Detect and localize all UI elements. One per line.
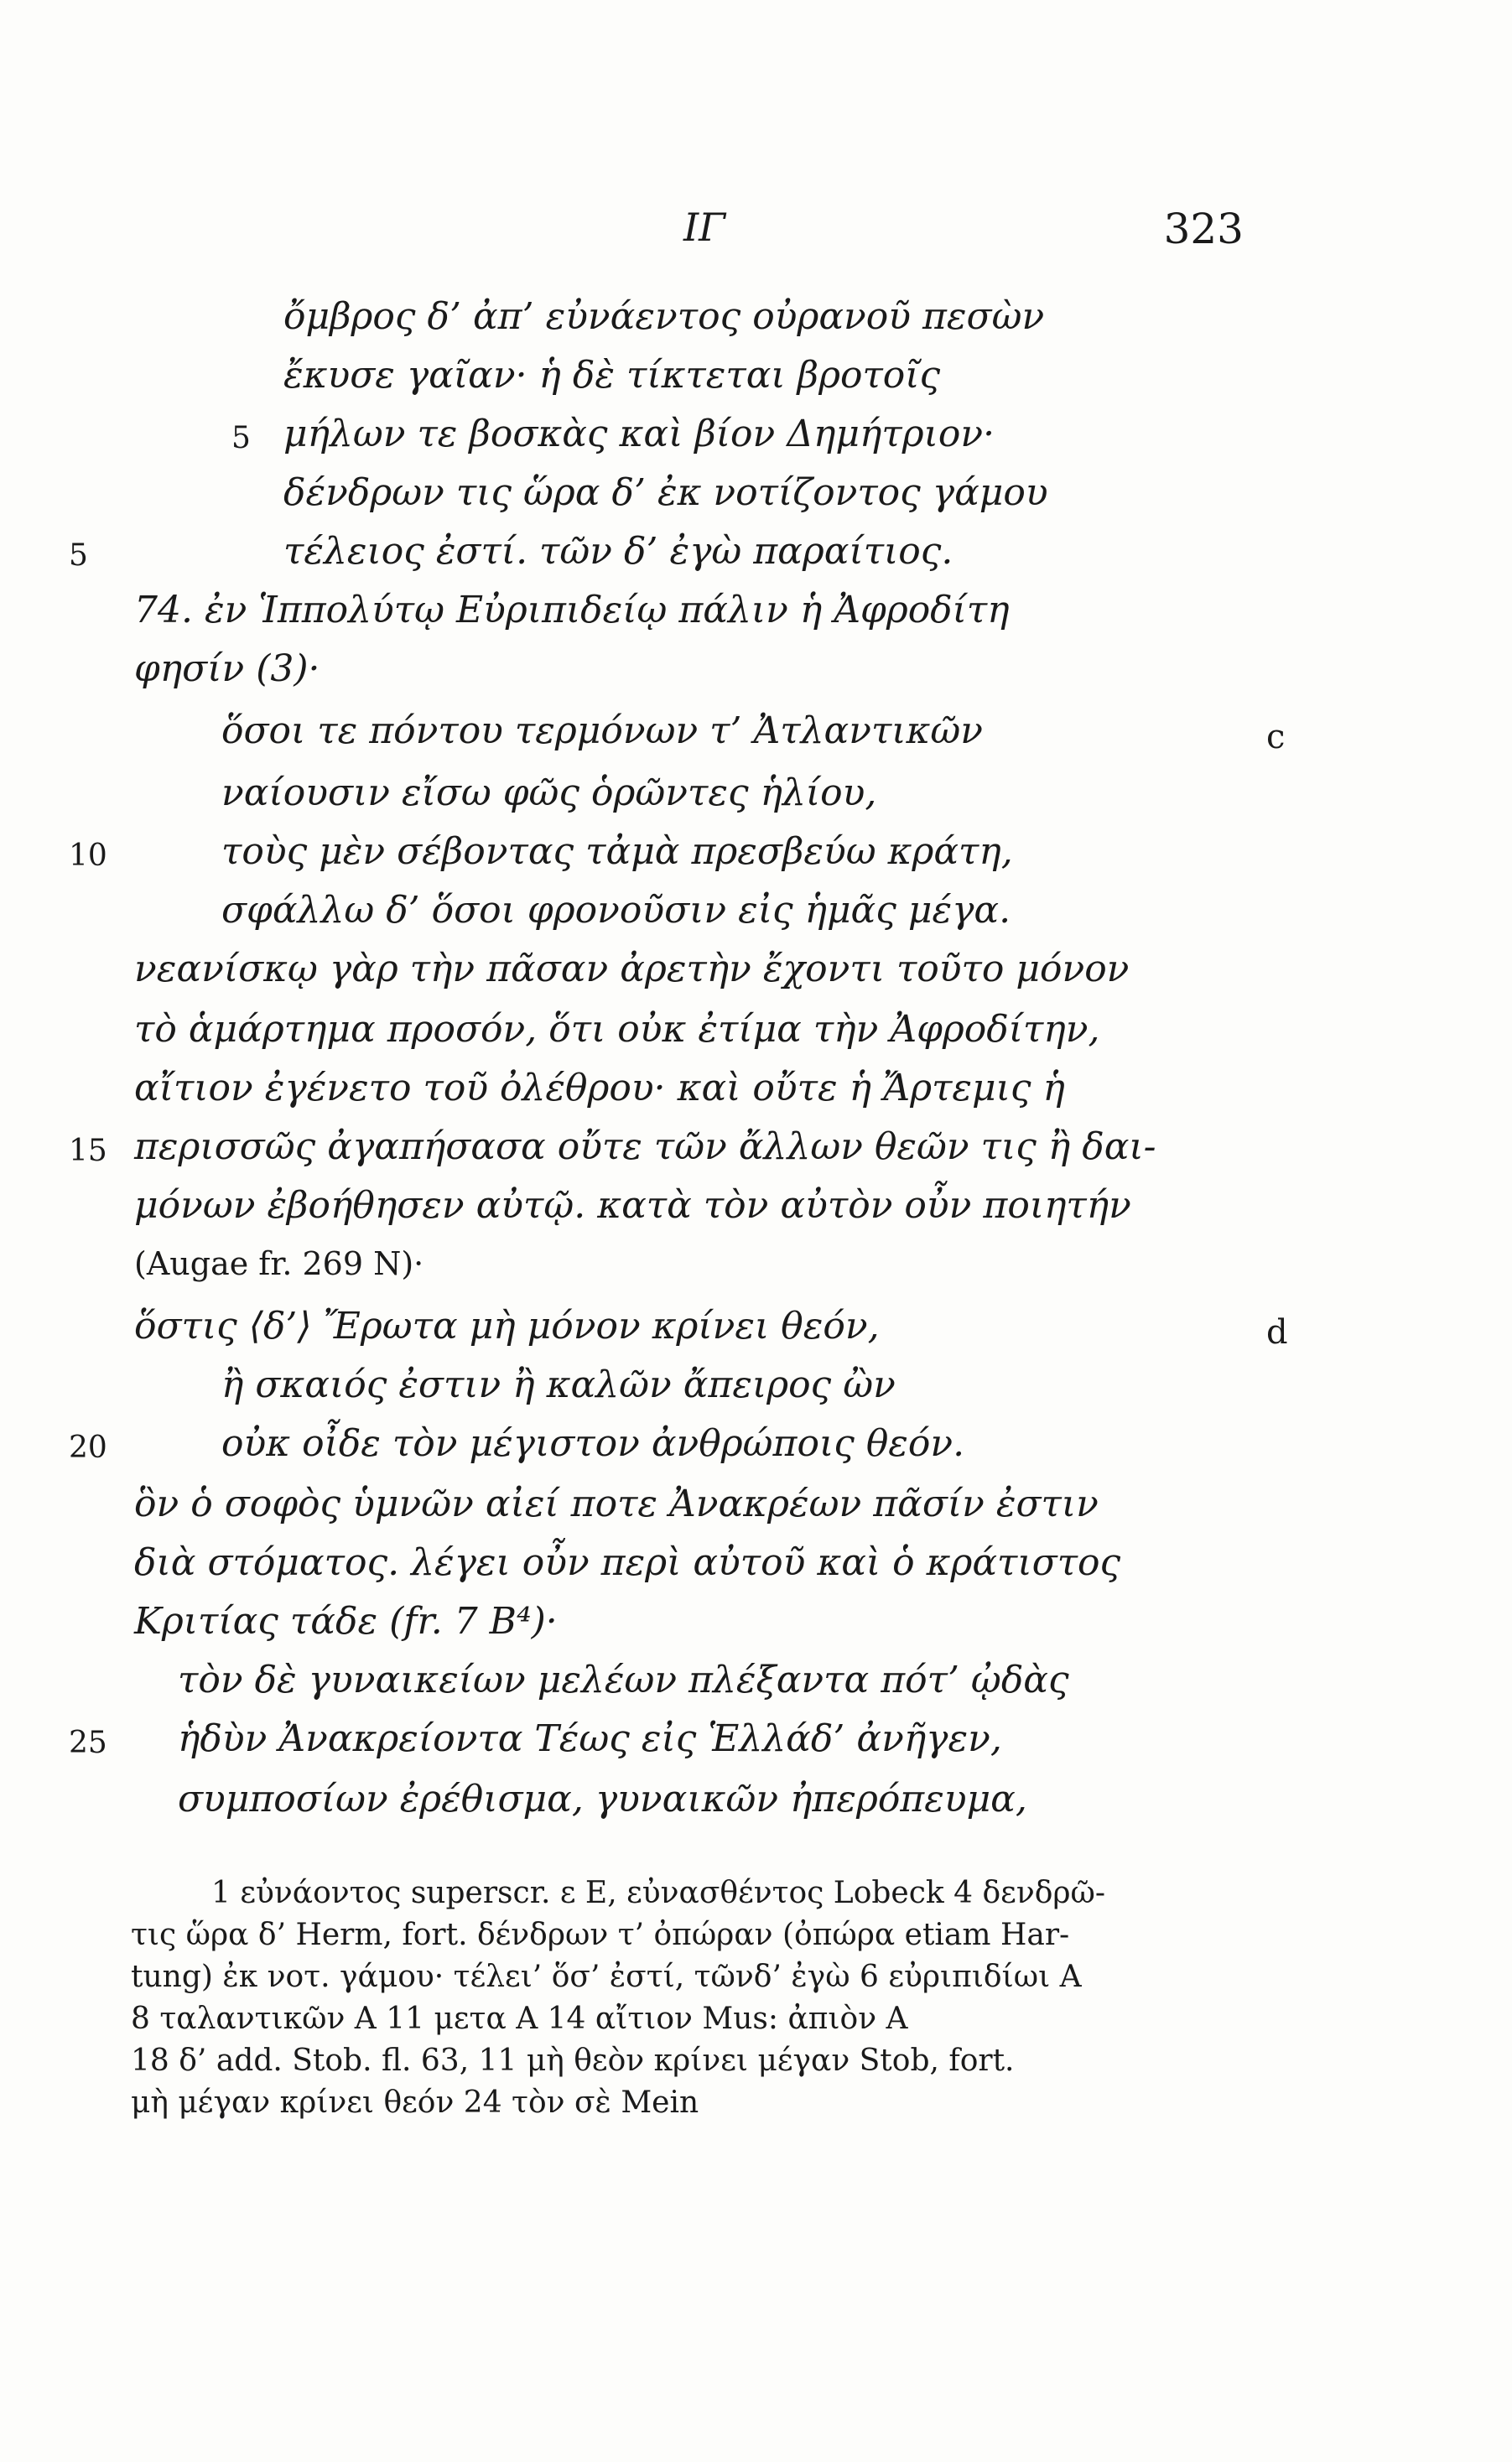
footnote-line: μὴ μέγαν κρίνει θεόν 24 τὸν σὲ Mein [131, 2085, 699, 2120]
text-line: τοὺς μὲν σέβοντας τἀμὰ πρεσβεύω κράτη, [221, 830, 1013, 873]
text-line: συμποσίων ἐρέθισμα, γυναικῶν ἠπερόπευμα, [178, 1778, 1027, 1821]
text-line: ὄμβρος δ’ ἀπ’ εὐνάεντος οὐρανοῦ πεσὼν [283, 295, 1045, 338]
section-heading: ΙΓ [683, 205, 726, 250]
inline-line-number: 5 [231, 421, 251, 455]
text-line: οὐκ οἶδε τὸν μέγιστον ἀνθρώποις θεόν. [221, 1422, 965, 1465]
footnote-line: 18 δ’ add. Stob. fl. 63, 11 μὴ θεὸν κρίνει μέγαν Stob, fort. [131, 2044, 1015, 2078]
page-number: 323 [1163, 205, 1244, 253]
text-line: τὸν δὲ γυναικείων μελέων πλέξαντα πότ’ ᾠδὰς [178, 1659, 1069, 1701]
text-line: περισσῶς ἀγαπήσασα οὔτε τῶν ἄλλων θεῶν τις ἢ δαι- [134, 1125, 1156, 1168]
line-number: 5 [69, 538, 88, 573]
line-number: 20 [69, 1431, 107, 1465]
text-line: (Augae fr. 269 N)· [134, 1245, 424, 1282]
text-line: Κριτίας τάδε (fr. 7 B⁴)· [134, 1600, 558, 1643]
text-line: μήλων τε βοσκὰς καὶ βίον Δημήτριον· [283, 413, 995, 455]
text-line: ναίουσιν εἴσω φῶς ὁρῶντες ἡλίου, [221, 771, 877, 814]
text-line: τὸ ἁμάρτημα προσόν, ὅτι οὐκ ἐτίμα τὴν Ἀφροδίτην, [134, 1008, 1100, 1051]
footnote-line: 1 εὐνάοντος superscr. ε E, εὐνασθέντος Lobeck 4 δενδρῶ- [211, 1876, 1106, 1910]
text-line: ὃν ὁ σοφὸς ὑμνῶν αἰεί ποτε Ἀνακρέων πᾶσίν ἐστιν [134, 1483, 1099, 1525]
text-line: νεανίσκῳ γὰρ τὴν πᾶσαν ἀρετὴν ἔχοντι τοῦτο μόνον [134, 948, 1130, 990]
text-line: ἢ σκαιός ἐστιν ἢ καλῶν ἄπειρος ὢν [221, 1363, 896, 1406]
text-line: μόνων ἐβοήθησεν αὐτῷ. κατὰ τὸν αὐτὸν οὖν ποιητήν [134, 1184, 1131, 1227]
text-line: δένδρων τις ὥρα δ’ ἐκ νοτίζοντος γάμου [283, 471, 1048, 514]
footnote-line: 8 ταλαντικῶν A 11 μετα A 14 αἴτιον Mus: ἀπιὸν A [131, 2002, 908, 2036]
text-line: αἴτιον ἐγένετο τοῦ ὀλέθρου· καὶ οὔτε ἡ Ἄρτεμις ἡ [134, 1067, 1065, 1109]
text-line: 74. ἐν Ἱππολύτῳ Εὐριπιδείῳ πάλιν ἡ Ἀφροδίτη [134, 589, 1010, 631]
line-number: 25 [69, 1726, 107, 1760]
text-line: τέλειος ἐστί. τῶν δ’ ἐγὼ παραίτιος. [283, 530, 953, 573]
text-line: ὅστις ⟨δ’⟩ Ἔρωτα μὴ μόνον κρίνει θεόν, [134, 1305, 880, 1348]
text-line: ὅσοι τε πόντου τερμόνων τ’ Ἀτλαντικῶν [221, 709, 984, 752]
footnote-line: τις ὥρα δ’ Herm, fort. δένδρων τ’ ὀπώραν (ὀπώρα etiam Har- [131, 1918, 1070, 1952]
text-line: σφάλλω δ’ ὅσοι φρονοῦσιν εἰς ἡμᾶς μέγα. [221, 889, 1011, 932]
line-number: 10 [69, 839, 107, 873]
line-number: 15 [69, 1134, 107, 1168]
margin-letter: d [1266, 1313, 1288, 1352]
footnote-line: tung) ἐκ νοτ. γάμου· τέλει’ ὅσ’ ἐστί, τῶνδ’ ἐγὼ 6 εὐριπιδίωι A [131, 1960, 1082, 1994]
margin-letter: c [1266, 718, 1286, 756]
text-line: ἔκυσε γαῖαν· ἡ δὲ τίκτεται βροτοῖς [283, 354, 941, 397]
text-line: φησίν (3)· [134, 647, 320, 690]
text-line: ἡδὺν Ἀνακρείοντα Τέως εἰς Ἑλλάδ’ ἀνῆγεν, [178, 1717, 1002, 1760]
text-line: διὰ στόματος. λέγει οὖν περὶ αὐτοῦ καὶ ὁ κράτιστος [134, 1541, 1121, 1584]
